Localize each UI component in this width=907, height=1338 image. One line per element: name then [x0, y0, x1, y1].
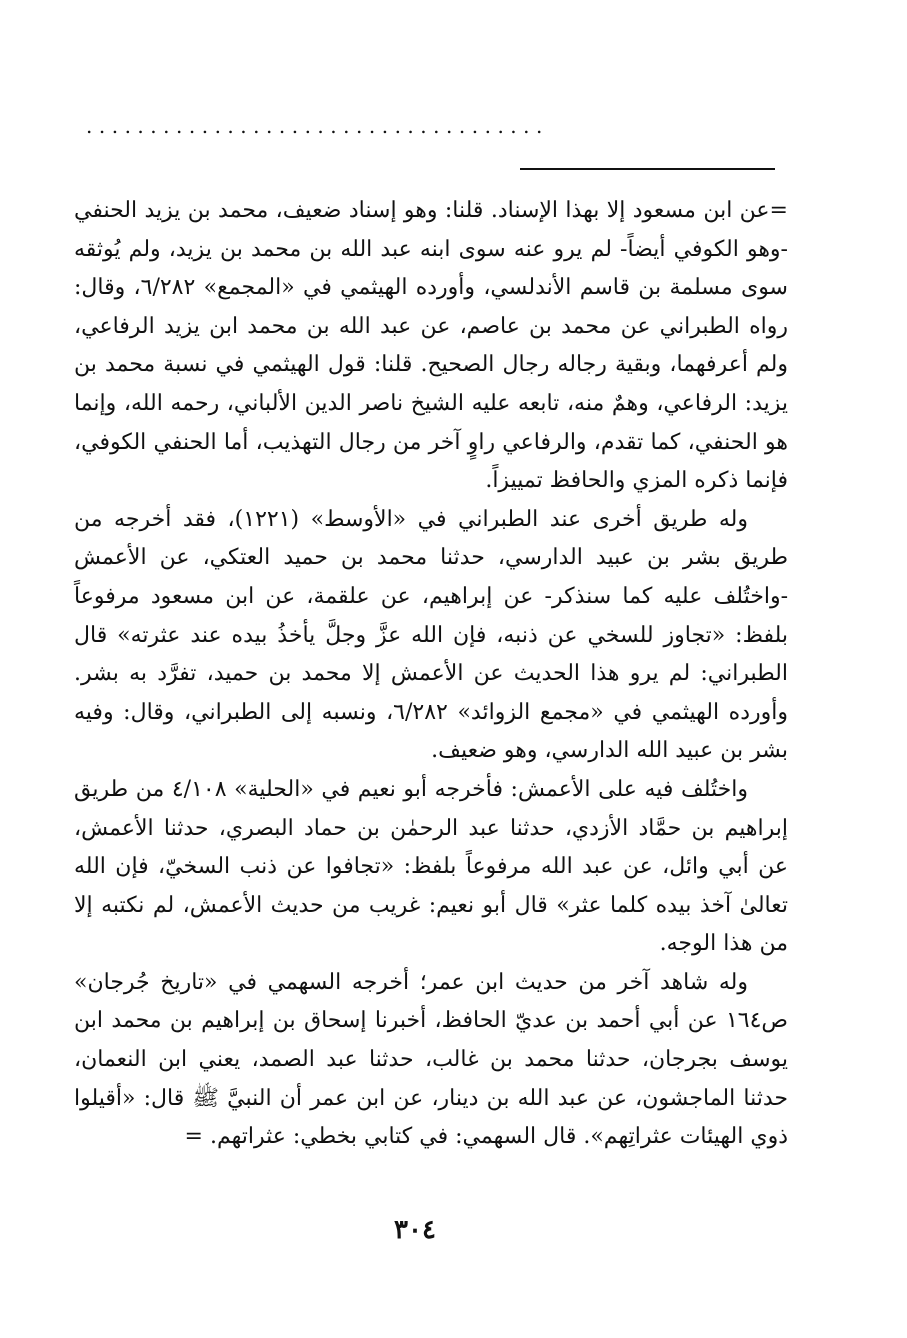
footnote-paragraph-2: وله طريق أخرى عند الطبراني في «الأوسط» (١٢٢١)، فقد أخرجه من طريق بشر بن عبيد الدارسي، حدثنا محمد بن حميد العتكي، عن الأعمش -واختُلف عليه كما سنذكر- عن إبراهيم، عن علقمة، عن ابن مسعود مرفوعاً بلفظ: «تجاوز للسخي عن ذنبه، فإن الله عزَّ وجلَّ يأخذُ بيده عند عثرته» قال الطبراني: لم يرو هذا الحديث عن الأعمش إلا محمد بن حميد، تفرَّد به بشر. وأورده الهيثمي في «مجمع الزوائد» ٦/٢٨٢، ونسبه إلى الطبراني، وقال: وفيه بشر بن عبيد الله الدارسي، وهو ضعيف. — [74, 506, 788, 764]
footnote-paragraph-3: واختُلف فيه على الأعمش: فأخرجه أبو نعيم في «الحلية» ٤/١٠٨ من طريق إبراهيم بن حمَّاد الأزدي، حدثنا عبد الرحمٰن بن حماد البصري، حدثنا الأعمش، عن أبي وائل، عن عبد الله مرفوعاً بلفظ: «تجافوا عن ذنب السخيّ، فإن الله تعالىٰ آخذ بيده كلما عثر» قال أبو نعيم: غريب من حديث الأعمش، لم نكتبه إلا من هذا الوجه. — [74, 776, 788, 957]
footnote-rule — [520, 168, 775, 170]
footnote-paragraph-1: =عن ابن مسعود إلا بهذا الإسناد. قلنا: وهو إسناد ضعيف، محمد بن يزيد الحنفي -وهو الكوفي أيضاً- لم يرو عنه سوى ابنه عبد الله بن محمد بن يزيد، ولم يُوثقه سوى مسلمة بن قاسم الأندلسي، وأورده الهيثمي في «المجمع» ٦/٢٨٢، وقال: رواه الطبراني عن محمد بن عاصم، عن عبد الله بن محمد ابن يزيد الرفاعي، ولم أعرفهما، وبقية رجاله رجال الصحيح. قلنا: قول الهيثمي في نسبة محمد بن يزيد: الرفاعي، وهمٌ منه، تابعه عليه الشيخ ناصر الدين الألباني، رحمه الله، وإنما هو الحنفي، كما تقدم، والرفاعي راوٍ آخر من رجال التهذيب، أما الحنفي الكوفي، فإنما ذكره المزي والحافظ تمييزاً. — [74, 198, 788, 494]
page-number: ٣٠٤ — [394, 1215, 436, 1245]
footnote-body — [74, 192, 788, 1157]
footnote-paragraph-4: وله شاهد آخر من حديث ابن عمر؛ أخرجه السهمي في «تاريخ جُرجان» ص١٦٤ عن أبي أحمد بن عديّ الحافظ، أخبرنا إسحاق بن إبراهيم بن محمد ابن يوسف بجرجان، حدثنا محمد بن غالب، حدثنا عبد الصمد، يعني ابن النعمان، حدثنا الماجشون، عن عبد الله بن دينار، عن ابن عمر أن النبيَّ ﷺ قال: «أقيلوا ذوي الهيئات عثراتِهم». قال السهمي: في كتابي بخطي: عثراتهم. = — [74, 969, 788, 1150]
dotted-separator: .................................... — [86, 116, 549, 136]
